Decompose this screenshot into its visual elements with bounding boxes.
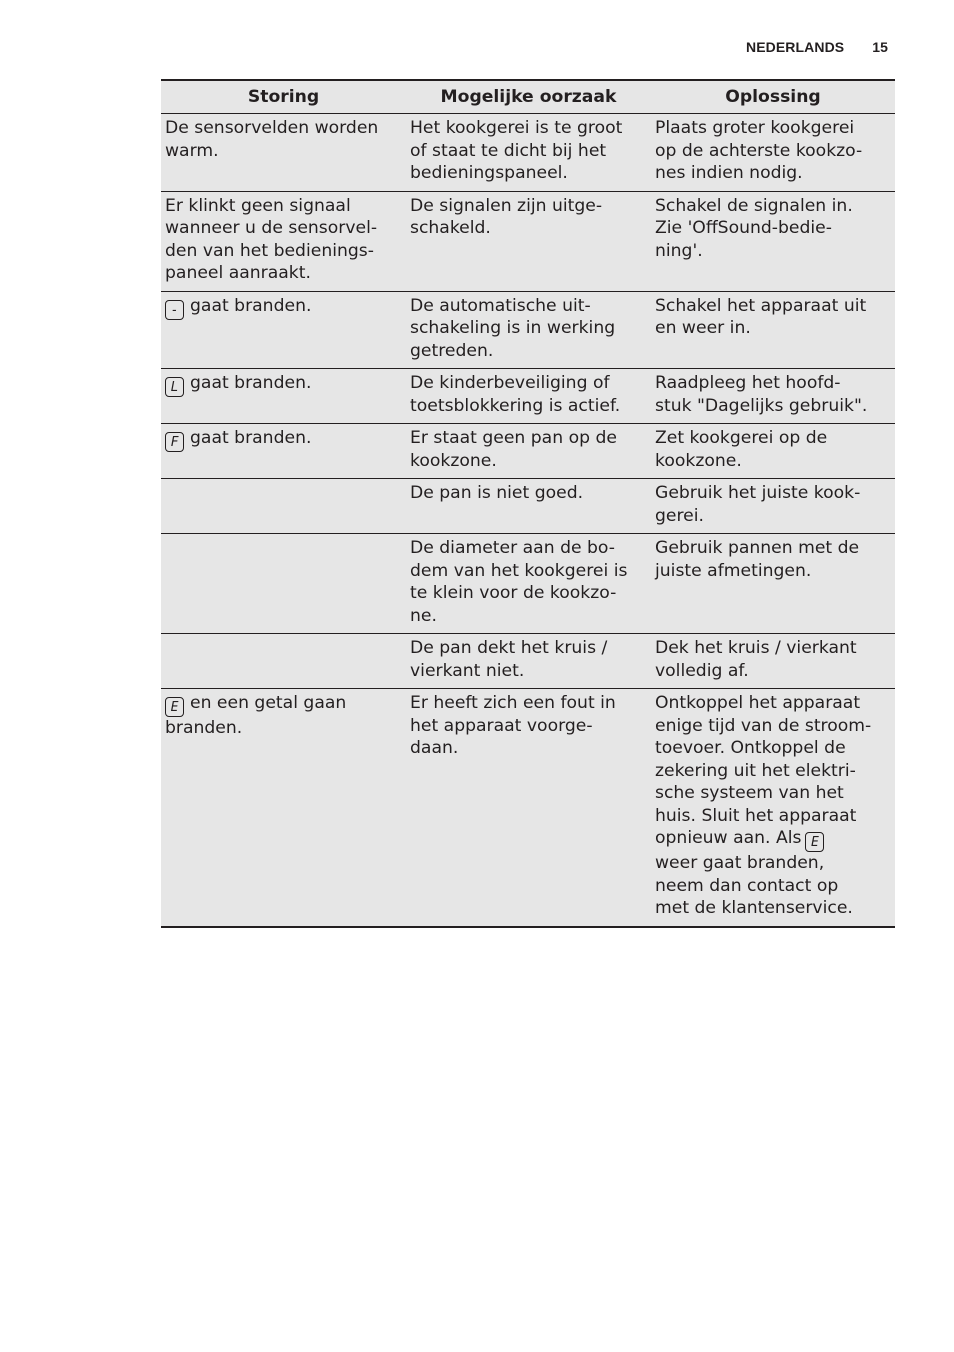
- oorzaak-text: Het kookgerei is te groot of staat te dicht bij het bedieningspaneel.: [410, 118, 623, 183]
- oplossing-text: Gebruik pannen met de juiste afmetingen.: [655, 538, 860, 581]
- oorzaak-text: De automatische uit- schakeling is in werking getreden.: [410, 295, 616, 361]
- cell-oorzaak: [406, 689, 651, 927]
- column-header-storing: Storing: [161, 80, 406, 114]
- cell-storing: [161, 534, 406, 634]
- display-symbol-dash-icon: -: [165, 300, 184, 320]
- cell-oorzaak: [406, 369, 651, 424]
- oplossing-text: Ontkoppel het apparaat enige tijd van de stroom- toevoer. Ontkoppel de zekering uit het elektri- sche systeem van het huis. Sluit het apparaat opnieuw aan. Als: [655, 693, 872, 848]
- oplossing-text: Dek het kruis / vierkant volledig af.: [655, 638, 857, 681]
- storing-text: gaat branden.: [190, 428, 312, 448]
- cell-storing: [161, 479, 406, 534]
- oorzaak-text: De signalen zijn uitge- schakeld.: [410, 195, 603, 238]
- oorzaak-text: De pan dekt het kruis / vierkant niet.: [410, 638, 608, 681]
- storing-text: Er klinkt geen signaal wanneer u de sensorvel- den van het bedienings- paneel aanraakt.: [165, 195, 378, 283]
- cell-storing: [161, 191, 406, 291]
- cell-oorzaak: [406, 291, 651, 369]
- cell-oorzaak: [406, 424, 651, 479]
- oplossing-text: Zet kookgerei op de kookzone.: [655, 428, 828, 471]
- display-symbol-e-icon: E: [805, 832, 824, 852]
- cell-oorzaak: [406, 534, 651, 634]
- cell-oorzaak: [406, 114, 651, 192]
- display-symbol-e-icon: E: [165, 697, 184, 717]
- cell-oplossing: [651, 689, 895, 927]
- table-row: [161, 291, 895, 369]
- oorzaak-text: De kinderbeveiliging of toetsblokkering is actief.: [410, 373, 621, 416]
- page-header: [746, 39, 888, 55]
- oplossing-text-continued: weer gaat branden, neem dan contact op met de klantenservice.: [655, 853, 853, 918]
- oplossing-text: Raadpleeg het hoofd- stuk "Dagelijks gebruik".: [655, 373, 868, 416]
- oorzaak-text: Er heeft zich een fout in het apparaat voorge- daan.: [410, 693, 616, 758]
- oorzaak-text: De pan is niet goed.: [410, 483, 584, 503]
- page-number: 15: [872, 39, 888, 55]
- oplossing-text: Gebruik het juiste kook- gerei.: [655, 483, 861, 526]
- oorzaak-text: Er staat geen pan op de kookzone.: [410, 428, 617, 471]
- storing-text: gaat branden.: [190, 295, 312, 316]
- oplossing-text: Plaats groter kookgerei op de achterste kookzo- nes indien nodig.: [655, 118, 863, 183]
- storing-text: gaat branden.: [190, 373, 312, 393]
- table-row: [161, 114, 895, 192]
- cell-oplossing: [651, 424, 895, 479]
- language-label: NEDERLANDS: [745, 39, 845, 55]
- cell-oorzaak: [406, 191, 651, 291]
- cell-oplossing: [651, 291, 895, 369]
- table-row: [161, 479, 895, 534]
- cell-oplossing: [651, 534, 895, 634]
- cell-storing: [161, 291, 406, 369]
- cell-storing: [161, 424, 406, 479]
- oplossing-text: Schakel de signalen in. Zie 'OffSound-bedie- ning'.: [655, 195, 853, 261]
- cell-oorzaak: [406, 479, 651, 534]
- table-row: [161, 634, 895, 689]
- troubleshooting-table: [161, 79, 895, 928]
- storing-text: en een getal gaan branden.: [165, 693, 347, 738]
- cell-storing: [161, 689, 406, 927]
- cell-oplossing: [651, 479, 895, 534]
- column-header-oorzaak: Mogelijke oorzaak: [406, 80, 651, 114]
- storing-text: De sensorvelden worden warm.: [165, 118, 379, 161]
- table-row: [161, 191, 895, 291]
- cell-storing: [161, 369, 406, 424]
- table-row: [161, 534, 895, 634]
- cell-storing: [161, 634, 406, 689]
- table-row: [161, 369, 895, 424]
- cell-oplossing: [651, 634, 895, 689]
- cell-storing: [161, 114, 406, 192]
- table-header-row: [161, 80, 895, 114]
- cell-oplossing: [651, 114, 895, 192]
- cell-oorzaak: [406, 634, 651, 689]
- cell-oplossing: [651, 191, 895, 291]
- display-symbol-f-icon: F: [165, 432, 184, 452]
- oplossing-text: Schakel het apparaat uit en weer in.: [655, 295, 867, 338]
- table-row: [161, 424, 895, 479]
- table-row: [161, 689, 895, 927]
- cell-oplossing: [651, 369, 895, 424]
- display-symbol-l-icon: L: [165, 377, 184, 397]
- oorzaak-text: De diameter aan de bo- dem van het kookgerei is te klein voor de kookzo- ne.: [410, 538, 628, 626]
- column-header-oplossing: Oplossing: [651, 80, 895, 114]
